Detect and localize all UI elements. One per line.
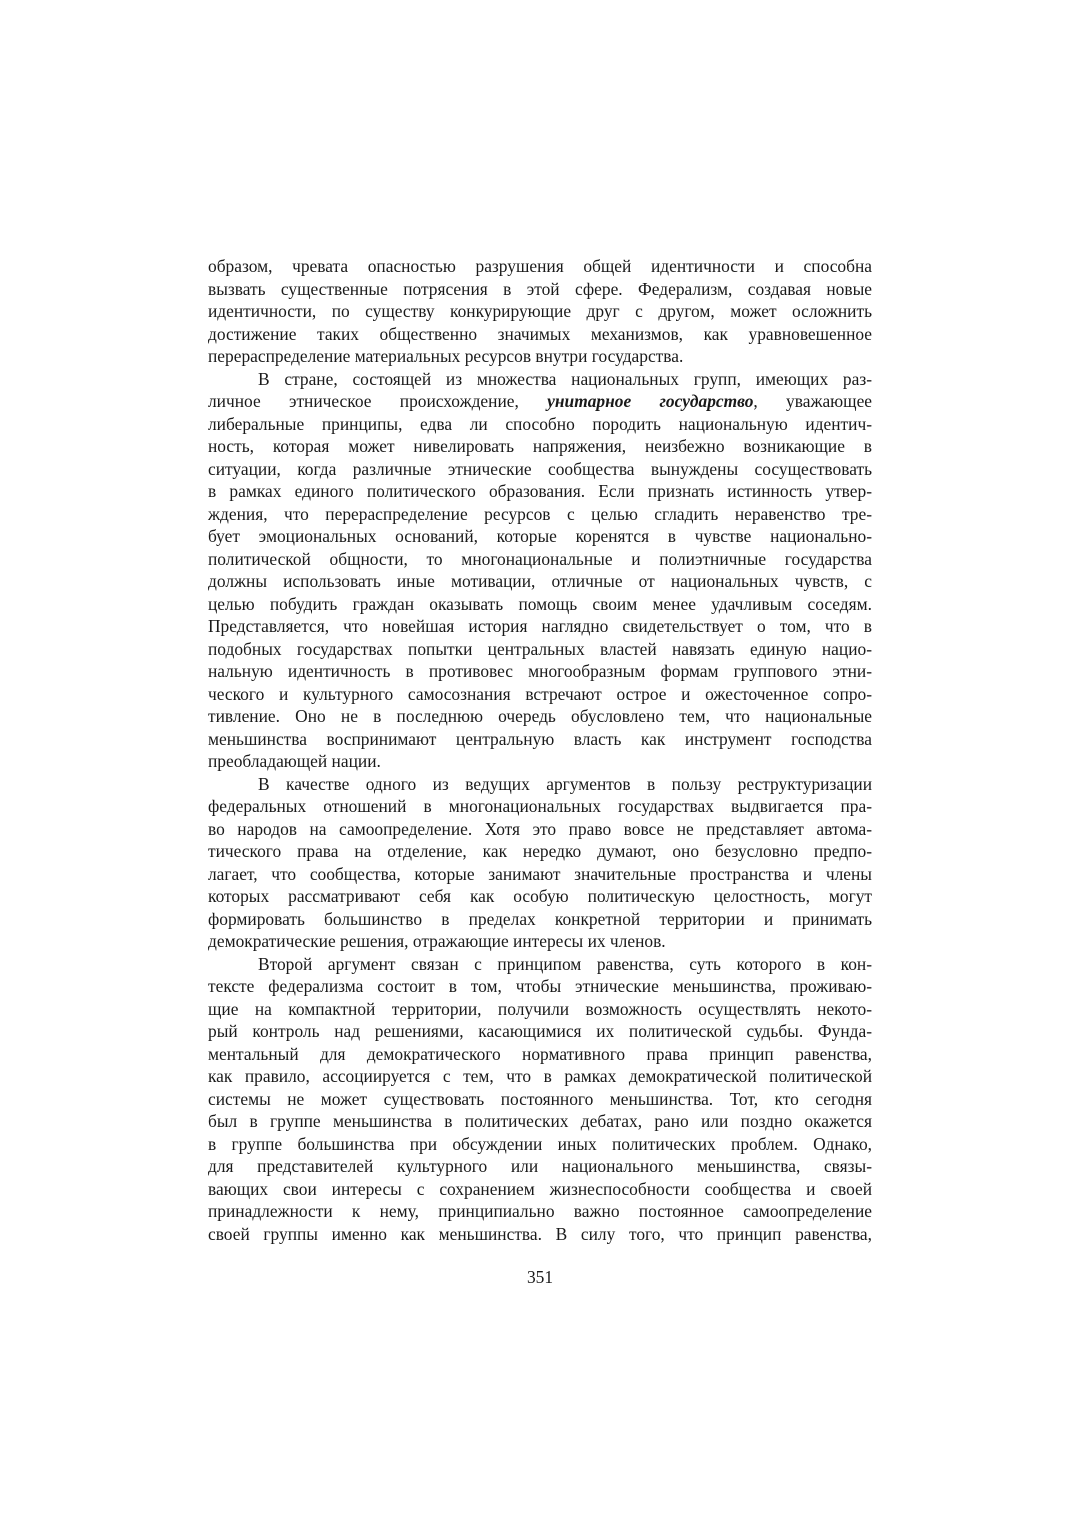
text-line: формировать большинство в пределах конкретной территории и принимать <box>208 908 872 929</box>
text-line: федеральных отношений в многонациональных государствах выдвигается пра- <box>208 796 872 816</box>
text-line: подобных государствах попытки центральных властей навязать единую нацио- <box>208 638 872 659</box>
text-line: достижение таких общественно значимых механизмов, как уравновешенное <box>208 323 872 344</box>
text-line: целью побудить граждан оказывать помощь своим менее удачливым соседям. <box>208 593 872 614</box>
text-line: тивление. Оно не в последнюю очередь обусловлено тем, что национальные <box>208 706 872 726</box>
paragraph <box>208 368 872 773</box>
paragraph <box>208 773 872 953</box>
text-line: нальную идентичность в противовес многообразным формам группового этни- <box>208 661 872 681</box>
text-line: в группе большинства при обсуждении иных политических проблем. Однако, <box>208 1133 872 1154</box>
text-line: во народов на самоопределение. Хотя это право вовсе не представляет автома- <box>208 818 872 839</box>
text-fragment: личное этническое происхождение, <box>208 391 548 411</box>
body-text <box>208 255 872 1245</box>
text-line: демократические решения, отражающие интересы их членов. <box>208 931 666 951</box>
text-line: принадлежности к нему, принципиально важно постоянное самоопределение <box>208 1201 872 1221</box>
text-line <box>208 390 872 413</box>
text-line: ность, которая может нивелировать напряжения, неизбежно возникающие в <box>208 436 872 456</box>
text-line: в рамках единого политического образования. Если признать истинность утвер- <box>208 481 872 501</box>
page-number: 351 <box>526 1267 554 1287</box>
text-line: своей группы именно как меньшинства. В силу того, что принцип равенства, <box>208 1223 872 1244</box>
text-line: либеральные принципы, едва ли способно породить национальную идентич- <box>208 413 872 434</box>
text-line: ждения, что перераспределение ресурсов с целью сгладить неравенство тре- <box>208 503 872 524</box>
text-line: преобладающей нации. <box>208 751 381 771</box>
text-line: рый контроль над решениями, касающимися их политической судьбы. Фунда- <box>208 1021 872 1041</box>
text-line: бует эмоциональных оснований, которые коренятся в чувстве национально- <box>208 526 872 546</box>
text-line: щие на компактной территории, получили возможность осуществлять некото- <box>208 998 872 1019</box>
text-line: ситуации, когда различные этнические сообщества вынуждены сосуществовать <box>208 458 872 479</box>
text-line: как правило, ассоциируется с тем, что в рамках демократической политической <box>208 1066 872 1086</box>
text-line: образом, чревата опасностью разрушения общей идентичности и способна <box>208 256 872 276</box>
text-line: меньшинства воспринимают центральную власть как инструмент господства <box>208 728 872 749</box>
text-fragment: , уважающее <box>753 391 873 411</box>
text-line: для представителей культурного или национального меньшинства, связы- <box>208 1156 872 1176</box>
text-line: ческого и культурного самосознания встречают острое и ожесточенное сопро- <box>208 683 872 704</box>
paragraph <box>208 953 872 1246</box>
text-line: вызвать существенные потрясения в этой сфере. Федерализм, создавая новые <box>208 278 872 299</box>
text-line: политической общности, то многонациональные и полиэтничные государства <box>208 548 872 569</box>
text-line: тексте федерализма состоит в том, чтобы этнические меньшинства, проживаю- <box>208 976 872 996</box>
emphasized-term: унитарное государство <box>547 391 754 411</box>
text-line: Второй аргумент связан с принципом равенства, суть которого в кон- <box>258 953 872 974</box>
paragraph <box>208 255 872 368</box>
text-line: ментальный для демократического нормативного права принцип равенства, <box>208 1043 872 1064</box>
text-line: идентичности, по существу конкурирующие друг с другом, может осложнить <box>208 301 872 321</box>
text-line: был в группе меньшинства в политических дебатах, рано или поздно окажется <box>208 1111 872 1131</box>
text-line: Представляется, что новейшая история наглядно свидетельствует о том, что в <box>208 616 872 636</box>
text-line: тического права на отделение, как нередко думают, оно безусловно предпо- <box>208 841 872 861</box>
text-line: В качестве одного из ведущих аргументов в пользу реструктуризации <box>258 773 872 794</box>
text-line: должны использовать иные мотивации, отличные от национальных чувств, с <box>208 571 872 591</box>
text-line: перераспределение материальных ресурсов внутри государства. <box>208 346 684 366</box>
text-line: В стране, состоящей из множества национальных групп, имеющих раз- <box>258 368 872 389</box>
text-line: которых рассматривают себя как особую политическую целостность, могут <box>208 886 872 906</box>
text-line: системы не может существовать постоянного меньшинства. Тот, кто сегодня <box>208 1088 872 1109</box>
text-line: лагает, что сообщества, которые занимают значительные пространства и члены <box>208 863 872 884</box>
text-line: вающих свои интересы с сохранением жизнеспособности сообщества и своей <box>208 1178 872 1199</box>
